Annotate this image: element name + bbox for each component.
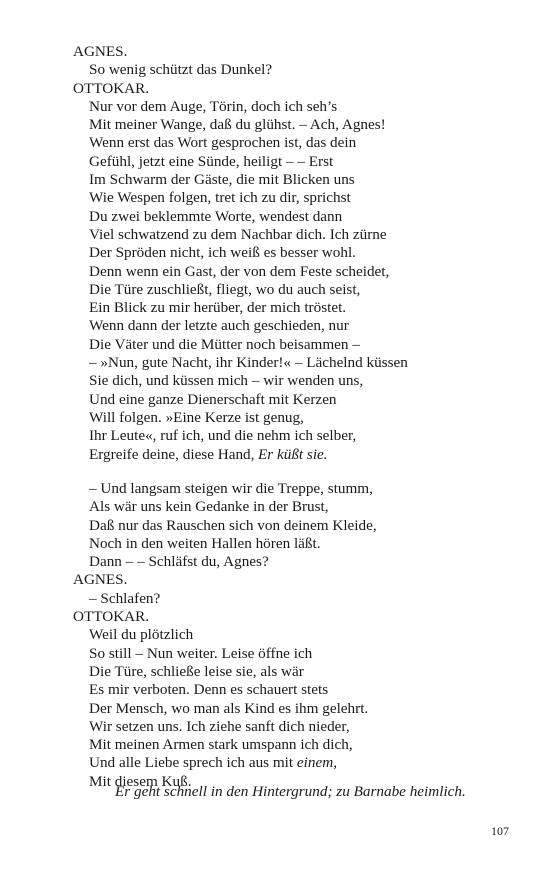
verse-line: Der Mensch, wo man als Kind es ihm gelehrt.	[89, 699, 369, 717]
verse-line: Viel schwatzend zu dem Nachbar dich. Ich zürne	[89, 225, 387, 243]
dialogue-block-2	[73, 480, 473, 791]
verse-line: Dann – – Schläfst du, Agnes?	[89, 553, 269, 571]
verse-line: Ein Blick zu mir herüber, der mich tröstet.	[89, 299, 347, 317]
verse-line: Als wär uns kein Gedanke in der Brust,	[89, 498, 329, 516]
verse-line: Und eine ganze Dienerschaft mit Kerzen	[89, 390, 337, 408]
verse-line: Denn wenn ein Gast, der von dem Feste scheidet,	[89, 262, 390, 280]
verse-line: Wenn dann der letzte auch geschieden, nur	[89, 317, 349, 335]
verse-line: Wenn erst das Wort gesprochen ist, das dein	[89, 134, 357, 152]
verse-line: Ergreife deine, diese Hand,	[89, 445, 255, 463]
verse-line: So wenig schützt das Dunkel?	[89, 61, 273, 79]
verse-line: Will folgen. »Eine Kerze ist genug,	[89, 408, 304, 426]
verse-line: Daß nur das Rauschen sich von deinem Kleide,	[89, 516, 377, 534]
verse-line: Die Türe, schließe leise sie, als wär	[89, 662, 304, 680]
verse-line: Die Väter und die Mütter noch beisammen –	[89, 335, 360, 353]
emphasized-word: einem	[296, 754, 334, 772]
verse-line: Es mir verboten. Denn es schauert stets	[89, 681, 329, 699]
verse-line: Noch in den weiten Hallen hören läßt.	[89, 534, 321, 552]
verse-line: Wie Wespen folgen, tret ich zu dir, sprichst	[89, 189, 351, 207]
verse-line: Im Schwarm der Gäste, die mit Blicken uns	[89, 171, 355, 189]
page-number: 107	[491, 824, 509, 838]
verse-line: – »Nun, gute Nacht, ihr Kinder!« – Lächelnd küssen	[89, 354, 408, 372]
verse-line: So still – Nun weiter. Leise öffne ich	[89, 644, 313, 662]
verse-line: – Schlafen?	[89, 589, 161, 607]
verse-line: Nur vor dem Auge, Törin, doch ich seh’s	[89, 97, 338, 115]
speaker-name: AGNES.	[73, 571, 128, 589]
speaker-name: OTTOKAR.	[73, 608, 150, 626]
verse-line: Mit meinen Armen stark umspann ich dich,	[89, 736, 353, 754]
verse-line: Ihr Leute«, ruf ich, und die nehm ich selber,	[89, 427, 357, 445]
dialogue-block-1	[73, 43, 473, 464]
speaker-name: AGNES.	[73, 43, 128, 60]
verse-line: Mit diesem Kuß.	[89, 772, 192, 790]
verse-line: Der Spröden nicht, ich weiß es besser wohl.	[89, 244, 356, 262]
stage-direction-kiss: Er küßt sie.	[258, 446, 328, 463]
verse-line: Du zwei beklemmte Worte, wendest dann	[89, 207, 343, 225]
verse-line: Und alle Liebe sprech ich aus mit einem,	[89, 754, 337, 772]
verse-line: Die Türe zuschließt, fliegt, wo du auch seist,	[89, 280, 361, 298]
stage-direction-exit: Er geht schnell in den Hintergrund; zu Barnabe heimlich.	[115, 783, 466, 800]
verse-line: – Und langsam steigen wir die Treppe, stumm,	[89, 480, 373, 497]
verse-line: Gefühl, jetzt eine Sünde, heiligt – – Erst	[89, 152, 334, 170]
verse-line: Weil du plötzlich	[89, 626, 194, 644]
verse-line: Wir setzen uns. Ich ziehe sanft dich nieder,	[89, 717, 350, 735]
verse-line: Mit meiner Wange, daß du glühst. – Ach, Agnes!	[89, 116, 386, 134]
verse-line: Sie dich, und küssen mich – wir wenden uns,	[89, 372, 364, 390]
speaker-name: OTTOKAR.	[73, 79, 150, 97]
